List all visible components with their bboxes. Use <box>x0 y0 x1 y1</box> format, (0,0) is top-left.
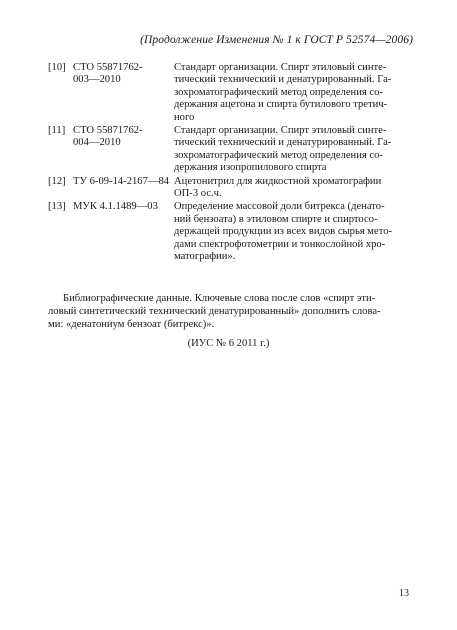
reference-description <box>174 62 413 124</box>
reference-description <box>174 125 413 175</box>
reference-code <box>73 201 174 263</box>
ius-reference: (ИУС № 6 2011 г.) <box>187 338 270 349</box>
reference-desc-line: тический технический и денатурированный. Га- <box>174 74 392 86</box>
page-number: 13 <box>399 588 409 599</box>
reference-number: [11] <box>48 125 66 137</box>
reference-desc-line: держания ацетона и спирта бутилового третич- <box>174 99 388 111</box>
reference-desc-line: ного <box>174 111 195 123</box>
reference-desc-line: тический технический и денатурированный. Га- <box>174 137 392 149</box>
reference-code <box>73 176 174 201</box>
reference-desc-line: держащей продукции из всех видов сырья мето- <box>174 226 393 238</box>
reference-desc-line: ний бензоата) в этиловом спирте и спиртосо- <box>174 213 378 225</box>
reference-list <box>48 62 413 265</box>
reference-desc-line: ОП-3 ос.ч. <box>174 188 222 200</box>
reference-desc-line: Определение массовой доли битрекса (денато- <box>174 201 385 213</box>
reference-item <box>48 176 413 201</box>
reference-desc-line: зохроматографический метод определения со- <box>174 149 383 161</box>
bibliography-line: ловый синтетический технический денатурированный» дополнить слова- <box>48 306 381 318</box>
reference-code-line: 003—2010 <box>73 74 121 86</box>
reference-number: [13] <box>48 201 66 213</box>
reference-code <box>73 62 174 124</box>
reference-desc-line: Ацетонитрил для жидкостной хроматографии <box>174 175 382 187</box>
reference-desc-line: дами спектрофотометрии и тонкослойной хро- <box>174 238 386 250</box>
reference-desc-line: матографии». <box>174 251 236 263</box>
reference-code <box>73 125 174 175</box>
reference-item <box>48 62 413 124</box>
reference-desc-line: зохроматографический метод определения со- <box>174 86 383 98</box>
reference-code-line: 004—2010 <box>73 137 121 149</box>
reference-number: [10] <box>48 62 66 73</box>
reference-item <box>48 125 413 175</box>
page-header: (Продолжение Изменения № 1 к ГОСТ Р 52574—2006) <box>140 34 413 46</box>
reference-code-line: ТУ 6-09-14-2167—84 <box>73 175 170 187</box>
reference-desc-line: Стандарт организации. Спирт этиловый синте- <box>174 62 387 73</box>
reference-code-line: МУК 4.1.1489—03 <box>73 201 158 213</box>
reference-description <box>174 201 413 263</box>
reference-description <box>174 176 413 201</box>
bibliography-line: Библиографические данные. Ключевые слова после слов «спирт эти- <box>63 293 376 304</box>
reference-number: [12] <box>48 175 66 187</box>
bibliography-paragraph <box>48 292 415 332</box>
reference-desc-line: Стандарт организации. Спирт этиловый синте- <box>174 125 387 137</box>
reference-code-line: СТО 55871762- <box>73 125 143 137</box>
bibliography-line: ми: «денатониум бензоат (битрекс)». <box>48 319 215 331</box>
reference-item <box>48 201 413 263</box>
reference-desc-line: держания изопропилового спирта <box>174 162 327 174</box>
reference-code-line: СТО 55871762- <box>73 62 143 73</box>
